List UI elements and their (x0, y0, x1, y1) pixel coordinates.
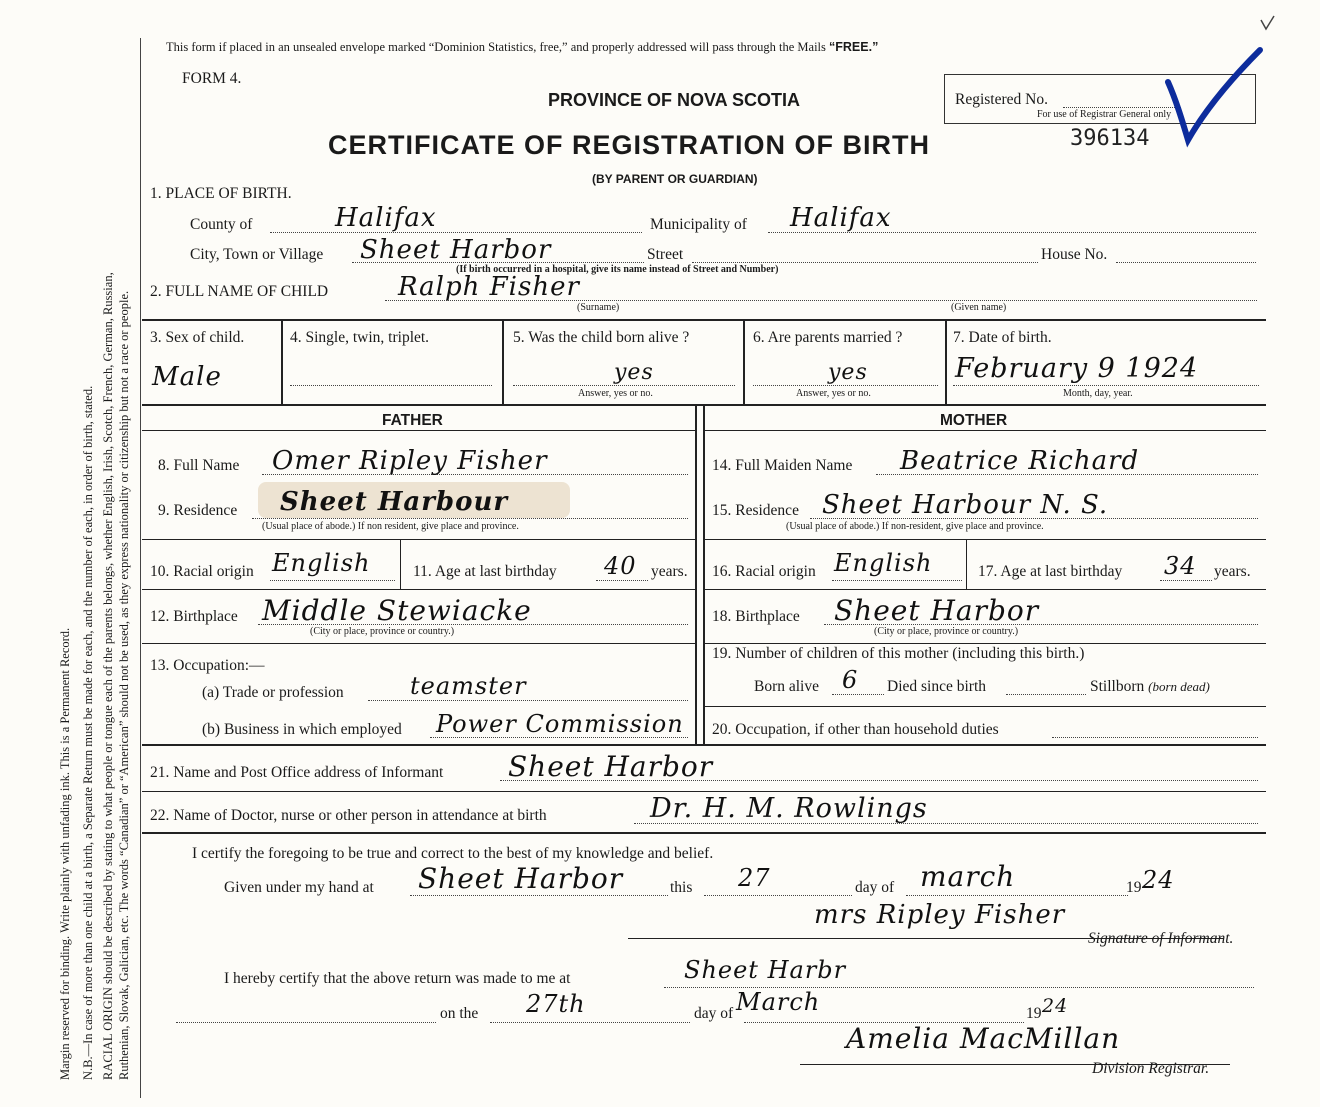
registered-no-label: Registered No. (955, 91, 1048, 108)
date-of-birth-note: Month, day, year. (1063, 388, 1133, 399)
sex-value: Male (152, 362, 222, 392)
given-year-prefix: 19 (1126, 879, 1142, 896)
form-number: FORM 4. (182, 70, 242, 87)
certificate-subtitle: (BY PARENT OR GUARDIAN) (592, 172, 758, 186)
business-label: (b) Business in which employed (202, 721, 402, 738)
father-birthplace-value: Middle Stewiacke (262, 594, 532, 627)
father-name-value: Omer Ripley Fisher (272, 446, 548, 476)
registrar-month-value: March (736, 988, 821, 1016)
certificate-title: CERTIFICATE OF REGISTRATION OF BIRTH (328, 130, 930, 160)
business-value: Power Commission (436, 710, 684, 738)
children-count-label: 19. Number of children of this mother (including this birth.) (712, 645, 1085, 662)
child-name-value: Ralph Fisher (398, 272, 580, 302)
given-this-label: this (670, 879, 693, 896)
father-age-value: 40 (604, 552, 637, 580)
informant-signature-label: Signature of Informant. (1088, 930, 1234, 947)
house-no-label: House No. (1041, 246, 1108, 263)
mother-name-label: 14. Full Maiden Name (712, 457, 853, 474)
father-name-label: 8. Full Name (158, 457, 240, 474)
mail-notice: This form if placed in an unsealed envelope marked “Dominion Statistics, free,” and properly addressed will pass through the Mails “FREE.” (166, 40, 879, 54)
parents-married-value: yes (828, 360, 868, 385)
city-value: Sheet Harbor (360, 235, 552, 265)
trade-value: teamster (410, 672, 527, 700)
mother-name-value: Beatrice Richard (900, 446, 1140, 476)
side-note-nb: N.B.—In case of more than one child at a birth, a Separate Return must be made for each, and the number of each, in order of birth, stated. (81, 385, 95, 1080)
father-age-label: 11. Age at last birthday (413, 563, 557, 580)
informant-value: Sheet Harbor (508, 750, 714, 783)
parents-married-answer-note: Answer, yes or no. (796, 388, 871, 399)
informant-signature: mrs Ripley Fisher (814, 900, 1066, 930)
mother-birthplace-note: (City or place, province or country.) (874, 626, 1019, 637)
registrar-signature: Amelia MacMillan (846, 1022, 1121, 1055)
side-note-binding: Margin reserved for binding. Write plainly with unfading ink. This is a Permanent Record. (58, 627, 72, 1080)
certify-statement: I certify the foregoing to be true and correct to the best of my knowledge and belief. (192, 845, 714, 862)
mother-residence-value: Sheet Harbour N. S. (822, 490, 1109, 520)
side-note-racial-origin-cont: Ruthenian, Slovak, Galician, etc. The words “Canadian” or “American” should not be used, as they express nationality or citizenship but not a race or people. (117, 290, 131, 1080)
given-place-value: Sheet Harbor (418, 862, 624, 895)
mother-occupation-label: 20. Occupation, if other than household duties (712, 721, 999, 738)
county-value: Halifax (335, 203, 437, 233)
mother-age-label: 17. Age at last birthday (978, 563, 1123, 580)
division-registrar-label: Division Registrar. (1092, 1060, 1210, 1077)
born-alive-label: 5. Was the child born alive ? (513, 329, 690, 346)
registrar-use-note: For use of Registrar General only (1037, 109, 1172, 120)
born-alive-answer-note: Answer, yes or no. (578, 388, 653, 399)
mother-residence-label: 15. Residence (712, 502, 799, 519)
father-residence-value: Sheet Harbour (280, 487, 509, 517)
mother-birthplace-value: Sheet Harbor (834, 594, 1040, 627)
registrar-year-prefix: 19 (1026, 1005, 1042, 1022)
date-of-birth-value: February 9 1924 (955, 353, 1199, 384)
registrar-day-of-label: day of (694, 1005, 734, 1022)
father-occupation-label: 13. Occupation:— (150, 657, 265, 674)
margin-rule (140, 38, 141, 1098)
place-of-birth-heading: 1. PLACE OF BIRTH. (150, 185, 292, 202)
municipality-value: Halifax (790, 203, 892, 233)
doctor-label: 22. Name of Doctor, nurse or other person in attendance at birth (150, 807, 547, 824)
mother-birthplace-label: 18. Birthplace (712, 608, 800, 625)
city-label: City, Town or Village (190, 246, 324, 263)
municipality-label: Municipality of (650, 216, 747, 233)
given-day-of-label: day of (855, 879, 895, 896)
registrar-year-value: 24 (1042, 995, 1069, 1017)
plurality-label: 4. Single, twin, triplet. (290, 329, 430, 346)
blue-check-mark-icon (1160, 42, 1270, 154)
given-day-value: 27 (738, 864, 771, 892)
registrar-place-value: Sheet Harbr (684, 956, 847, 984)
father-birthplace-label: 12. Birthplace (150, 608, 238, 625)
date-of-birth-label: 7. Date of birth. (953, 329, 1052, 346)
street-label: Street (647, 246, 684, 263)
mother-years-label: years. (1214, 563, 1251, 580)
mother-race-label: 16. Racial origin (712, 563, 816, 580)
mother-race-value: English (834, 549, 933, 577)
given-name-note: (Given name) (951, 302, 1007, 313)
sex-label: 3. Sex of child. (150, 329, 245, 346)
registrar-certify-statement: I hereby certify that the above return was made to me at (224, 970, 571, 987)
father-years-label: years. (651, 563, 688, 580)
hospital-note: (If birth occurred in a hospital, give its name instead of Street and Number) (456, 264, 779, 275)
registrar-day-value: 27th (526, 990, 586, 1018)
county-label: County of (190, 216, 253, 233)
father-birthplace-note: (City or place, province or country.) (310, 626, 455, 637)
father-residence-label: 9. Residence (158, 502, 238, 519)
mother-age-value: 34 (1164, 552, 1197, 580)
mother-residence-note: (Usual place of abode.) If non-resident, give place and province. (786, 521, 1044, 532)
province-heading: PROVINCE OF NOVA SCOTIA (548, 90, 801, 110)
born-alive-count-label: Born alive (754, 678, 819, 695)
given-under-hand-label: Given under my hand at (224, 879, 374, 896)
given-year-value: 24 (1142, 866, 1175, 894)
child-name-label: 2. FULL NAME OF CHILD (150, 283, 329, 300)
stillborn-label: Stillborn (born dead) (1090, 678, 1210, 695)
surname-note: (Surname) (577, 302, 620, 313)
mother-heading: MOTHER (940, 412, 1008, 429)
father-race-value: English (272, 549, 371, 577)
father-residence-note: (Usual place of abode.) If non resident, give place and province. (262, 521, 519, 532)
father-heading: FATHER (382, 412, 443, 429)
given-month-value: march (920, 860, 1016, 893)
born-alive-value: yes (614, 360, 654, 385)
on-the-label: on the (440, 1005, 479, 1022)
parents-married-label: 6. Are parents married ? (753, 329, 903, 346)
informant-label: 21. Name and Post Office address of Informant (150, 764, 444, 781)
born-alive-count-value: 6 (842, 666, 859, 694)
doctor-value: Dr. H. M. Rowlings (650, 793, 928, 824)
tick-mark-icon (1258, 14, 1278, 34)
side-note-racial-origin: RACIAL ORIGIN should be described by stating to what people or tongue each of the parents belongs, whether English, Irish, Scotch, French, German, Russian, (101, 272, 115, 1080)
registration-number-stamp: 396134 (1070, 126, 1150, 151)
trade-label: (a) Trade or profession (202, 684, 344, 701)
father-race-label: 10. Racial origin (150, 563, 254, 580)
died-since-birth-label: Died since birth (887, 678, 987, 695)
